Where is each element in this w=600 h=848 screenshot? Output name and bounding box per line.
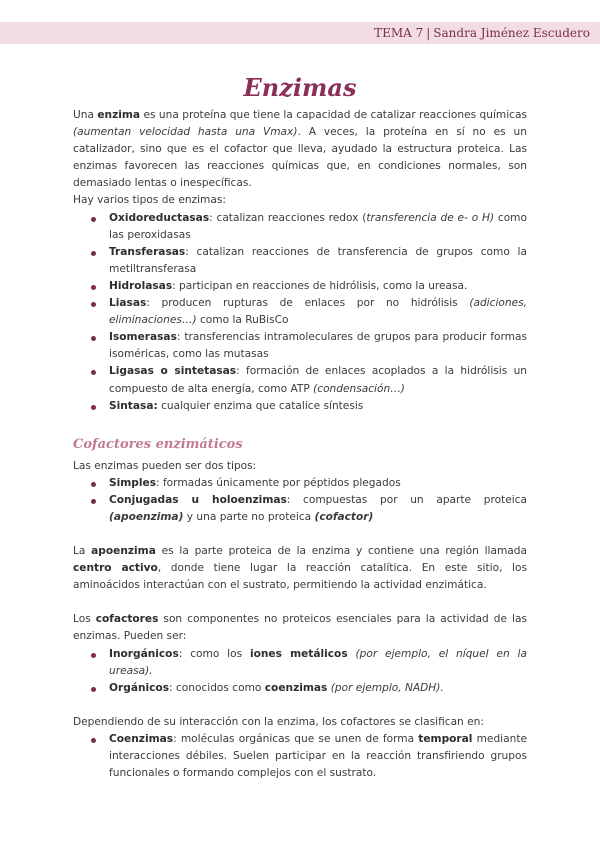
section-heading-cofactores: Cofactores enzimáticos bbox=[73, 436, 243, 452]
bullet-icon bbox=[91, 738, 96, 743]
page-title: Enzimas bbox=[243, 73, 357, 102]
bullet-icon bbox=[91, 482, 96, 487]
bullet-icon bbox=[91, 302, 96, 307]
list-item: Hidrolasas: participan en reacciones de hidrólisis, como la ureasa. bbox=[73, 278, 527, 295]
header-separator: | bbox=[426, 26, 431, 40]
enzyme-kinds-list bbox=[73, 475, 527, 526]
enzyme-types-list bbox=[73, 210, 527, 415]
list-item: Isomerasas: transferencias intramoleculares de grupos para producir formas isoméricas, como las mutasas bbox=[73, 329, 527, 363]
list-item: Ligasas o sintetasas: formación de enlaces acoplados a la hidrólisis un compuesto de alta energía, como ATP (condensación…) bbox=[73, 363, 527, 397]
list-item: Orgánicos: conocidos como coenzimas (por ejemplo, NADH). bbox=[73, 680, 527, 697]
bullet-icon bbox=[91, 499, 96, 504]
cofactor-kinds-list bbox=[73, 646, 527, 697]
list-item: Inorgánicos: como los iones metálicos (por ejemplo, el níquel en la ureasa). bbox=[73, 646, 527, 680]
header-topic: TEMA 7 bbox=[374, 26, 424, 40]
cofactors-lead: Las enzimas pueden ser dos tipos: bbox=[73, 459, 257, 472]
list-item: Liasas: producen rupturas de enlaces por no hidrólisis (adiciones, eliminaciones…) como la RuBisCo bbox=[73, 295, 527, 329]
list-item: Oxidoreductasas: catalizan reacciones redox (transferencia de e- o H) como las peroxidasas bbox=[73, 210, 527, 244]
bullet-icon bbox=[91, 370, 96, 375]
bullet-icon bbox=[91, 217, 96, 222]
bullet-icon bbox=[91, 336, 96, 341]
bullet-icon bbox=[91, 687, 96, 692]
bullet-icon bbox=[91, 251, 96, 256]
header-author: Sandra Jiménez Escudero bbox=[433, 26, 590, 40]
cofactores-paragraph: Los cofactores son componentes no proteicos esenciales para la actividad de las enzimas. Pueden ser: bbox=[73, 613, 528, 643]
page-header bbox=[374, 26, 590, 40]
bullet-icon bbox=[91, 285, 96, 290]
document-body bbox=[73, 107, 527, 782]
bullet-icon bbox=[91, 405, 96, 410]
list-item: Conjugadas u holoenzimas: compuestas por un aparte proteica (apoenzima) y una parte no proteica (cofactor) bbox=[73, 492, 527, 526]
intro-paragraph: Una enzima es una proteína que tiene la capacidad de catalizar reacciones químicas (aumentan velocidad hasta una Vmax). A veces, la proteína en sí no es un catalizador, sino que es el cofactor que lleva, ayudado la estructura proteica. Las enzimas favorecen las reacciones químicas que, en condiciones normales, son demasiado lentas o inespecíficas. bbox=[73, 109, 527, 190]
classification-lead: Dependiendo de su interacción con la enzima, los cofactores se clasifican en: bbox=[73, 715, 484, 728]
cofactor-classes-list bbox=[73, 731, 527, 782]
list-item: Transferasas: catalizan reacciones de transferencia de grupos como la metiltransferasa bbox=[73, 244, 527, 278]
list-item: Coenzimas: moléculas orgánicas que se unen de forma temporal mediante interacciones débiles. Suelen participar en la reacción transfiriendo grupos funcionales o formando complejos con el sustrato. bbox=[73, 731, 527, 782]
bullet-icon bbox=[91, 653, 96, 658]
types-lead: Hay varios tipos de enzimas: bbox=[73, 194, 226, 207]
list-item: Sintasa: cualquier enzima que catalice síntesis bbox=[73, 398, 527, 415]
list-item: Simples: formadas únicamente por péptidos plegados bbox=[73, 475, 527, 492]
apoenzima-paragraph: La apoenzima es la parte proteica de la enzima y contiene una región llamada centro activo, donde tiene lugar la reacción catalítica. En este sitio, los aminoácidos interactúan con el sustrato, permitiendo la actividad enzimática. bbox=[73, 545, 528, 592]
